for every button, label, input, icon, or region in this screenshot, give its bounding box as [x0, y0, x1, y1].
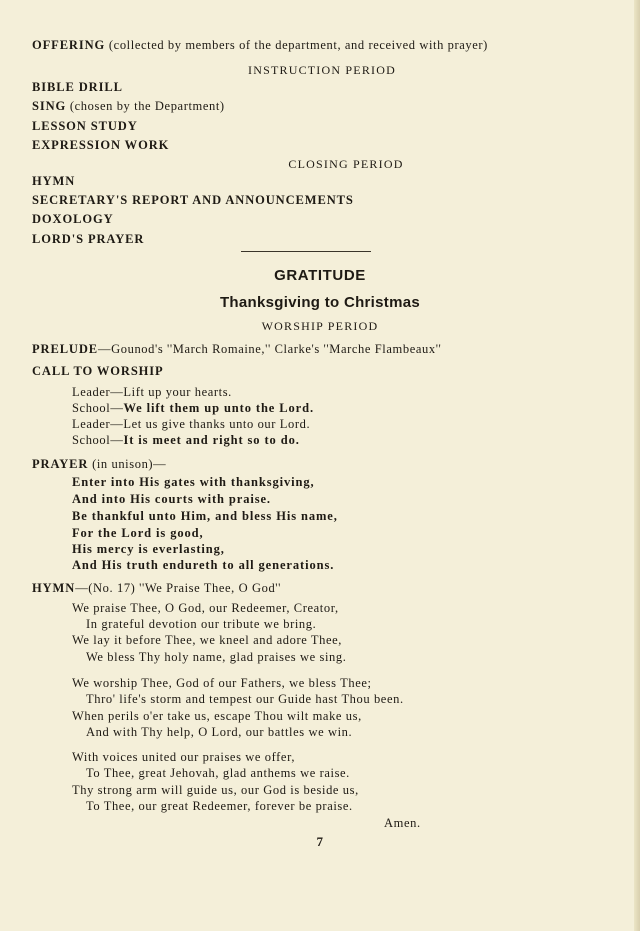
worship-period-heading: WORSHIP PERIOD: [261, 319, 379, 333]
prayer-verse: And His truth endureth to all generations.: [72, 558, 335, 572]
instruction-period-heading: INSTRUCTION PERIOD: [248, 63, 396, 77]
hymn-item: HYMN: [32, 174, 76, 188]
doxology: DOXOLOGY: [32, 212, 114, 226]
sing-note: (chosen by the Department): [66, 99, 225, 113]
prayer-verse: His mercy is everlasting,: [72, 542, 225, 556]
lords-prayer: LORD'S PRAYER: [32, 232, 145, 246]
hymn-verse: We praise Thee, O God, our Redeemer, Creator,: [72, 601, 339, 615]
hymn-verse: In grateful devotion our tribute we bring.: [86, 617, 317, 631]
secretary-report: SECRETARY'S REPORT AND ANNOUNCEMENTS: [32, 193, 354, 207]
prelude-label: PRELUDE: [32, 342, 99, 356]
hymn-verse: We worship Thee, God of our Fathers, we bless Thee;: [72, 676, 372, 690]
bible-drill: BIBLE DRILL: [32, 80, 123, 94]
prayer-note: (in unison)—: [88, 457, 167, 471]
offering-line: [32, 38, 488, 53]
call-text: It is meet and right so to do.: [123, 433, 300, 447]
hymn-verse: And with Thy help, O Lord, our battles we win.: [86, 725, 353, 739]
offering-note: (collected by members of the department, and received with prayer): [105, 38, 488, 52]
sing-line: [32, 99, 225, 114]
hymn-verse: Thy strong arm will guide us, our God is beside us,: [72, 783, 359, 797]
prayer-verse: Be thankful unto Him, and bless His name,: [72, 509, 338, 523]
prayer-line: [32, 457, 166, 472]
hymn-verse: To Thee, great Jehovah, glad anthems we raise.: [86, 766, 350, 780]
hymn-verse: To Thee, our great Redeemer, forever be praise.: [86, 799, 353, 813]
prayer-verse: Enter into His gates with thanksgiving,: [72, 475, 315, 489]
offering-label: OFFERING: [32, 38, 106, 52]
page-number: 7: [316, 834, 324, 849]
call-text: Lift up your hearts.: [123, 385, 232, 399]
amen: Amen.: [384, 816, 421, 830]
hymn-label: HYMN: [32, 581, 76, 595]
prayer-verse: For the Lord is good,: [72, 526, 204, 540]
call-speaker: Leader—: [72, 385, 124, 399]
call-line: [72, 417, 310, 432]
closing-period-heading: CLOSING PERIOD: [288, 157, 404, 171]
lesson-study: LESSON STUDY: [32, 119, 138, 133]
hymn-verse: When perils o'er take us, escape Thou wilt make us,: [72, 709, 362, 723]
prayer-label: PRAYER: [32, 457, 89, 471]
prelude-text: —Gounod's ''March Romaine,'' Clarke's ''Marche Flambeaux'': [98, 342, 442, 356]
hymn-line: [32, 581, 281, 596]
call-text: We lift them up unto the Lord.: [123, 401, 314, 415]
page-edge-shadow: [634, 0, 640, 931]
divider-rule: [241, 251, 371, 252]
hymn-note: —(No. 17) ''We Praise Thee, O God'': [75, 581, 282, 595]
call-line: [72, 433, 300, 448]
call-speaker: School—: [72, 401, 124, 415]
expression-work: EXPRESSION WORK: [32, 138, 170, 152]
call-line: [72, 385, 232, 400]
call-line: [72, 401, 314, 416]
call-speaker: Leader—: [72, 417, 124, 431]
call-to-worship-label: CALL TO WORSHIP: [32, 364, 164, 378]
section-title: GRATITUDE: [274, 267, 366, 284]
hymn-verse: We bless Thy holy name, glad praises we sing.: [86, 650, 347, 664]
hymn-verse: Thro' life's storm and tempest our Guide hast Thou been.: [86, 692, 404, 706]
call-text: Let us give thanks unto our Lord.: [123, 417, 311, 431]
section-subtitle: Thanksgiving to Christmas: [219, 294, 421, 311]
prayer-verse: And into His courts with praise.: [72, 492, 271, 506]
hymn-verse: With voices united our praises we offer,: [72, 750, 296, 764]
hymn-verse: We lay it before Thee, we kneel and adore Thee,: [72, 633, 343, 647]
prelude-line: [32, 342, 441, 357]
call-speaker: School—: [72, 433, 124, 447]
sing-label: SING: [32, 99, 67, 113]
